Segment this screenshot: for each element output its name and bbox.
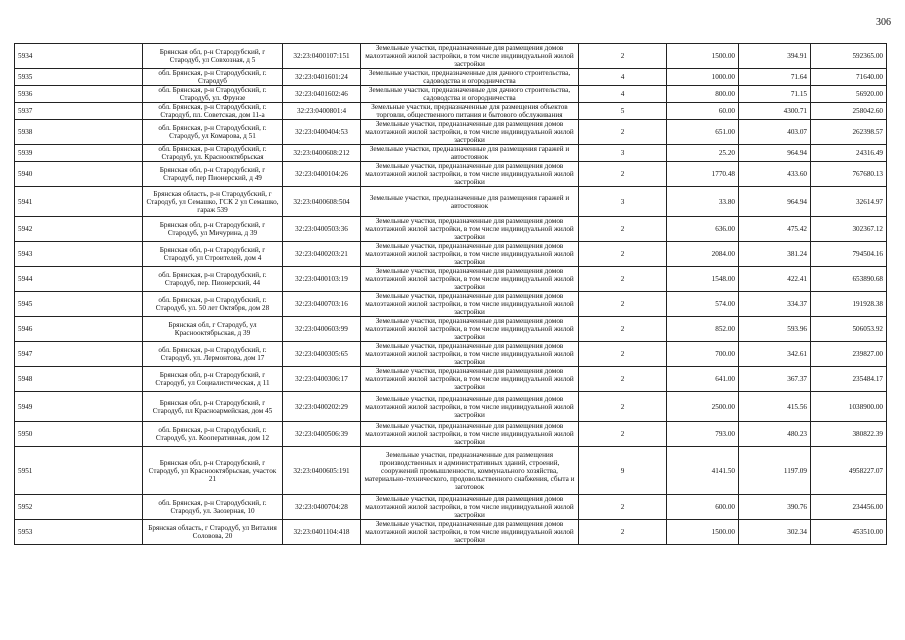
row-number: 5941: [15, 187, 143, 217]
land-use-cell: Земельные участки, предназначенные для размещения производственных и административных зданий, строений, сооружений промышленности, коммунального хозяйства, материально-технического, продовольственного снабжения, сбыта и заготовок: [361, 447, 579, 495]
cadastral-number-cell: 32:23:0400203:21: [283, 242, 361, 267]
cadastral-number-cell: 32:23:0400103:19: [283, 267, 361, 292]
table-row: [15, 187, 887, 217]
use-group-cell: 2: [579, 367, 667, 392]
row-number: 5936: [15, 86, 143, 103]
land-use-cell: Земельные участки, предназначенные для размещения домов малоэтажной жилой застройки, в том числе индивидуальной жилой застройки: [361, 367, 579, 392]
land-use-cell: Земельные участки, предназначенные для размещения домов малоэтажной жилой застройки, в том числе индивидуальной жилой застройки: [361, 292, 579, 317]
cadastral-value-cell: 262398.57: [811, 120, 887, 145]
address-cell: Брянская обл, р-н Стародубский, г Стародуб, ул Краснооктябрьская, участок 21: [143, 447, 283, 495]
area-cell: 4141.50: [667, 447, 739, 495]
area-cell: 1770.48: [667, 162, 739, 187]
land-use-cell: Земельные участки, предназначенные для размещения домов малоэтажной жилой застройки, в том числе индивидуальной жилой застройки: [361, 342, 579, 367]
area-cell: 574.00: [667, 292, 739, 317]
table-row: [15, 217, 887, 242]
address-cell: Брянская обл, р-н Стародубский, г Стародуб, пер Пионерский, д 49: [143, 162, 283, 187]
area-cell: 25.20: [667, 145, 739, 162]
address-cell: Брянская обл, р-н Стародубский, г Стародуб, ул Мичурина, д 39: [143, 217, 283, 242]
unit-value-cell: 593.96: [739, 317, 811, 342]
table-row: [15, 267, 887, 292]
table-row: [15, 103, 887, 120]
cadastral-value-cell: 1038900.00: [811, 392, 887, 422]
land-use-cell: Земельные участки, предназначенные для размещения домов малоэтажной жилой застройки, в том числе индивидуальной жилой застройки: [361, 120, 579, 145]
unit-value-cell: 433.60: [739, 162, 811, 187]
land-use-cell: Земельные участки, предназначенные для размещения домов малоэтажной жилой застройки, в том числе индивидуальной жилой застройки: [361, 520, 579, 545]
row-number: 5948: [15, 367, 143, 392]
address-cell: обл. Брянская, р-н Стародубский, г. Стародуб, ул. 50 лет Октября, дом 28: [143, 292, 283, 317]
land-use-cell: Земельные участки, предназначенные для размещения домов малоэтажной жилой застройки, в том числе индивидуальной жилой застройки: [361, 242, 579, 267]
address-cell: обл. Брянская, р-н Стародубский, г. Стародуб, ул. Кооперативная, дом 12: [143, 422, 283, 447]
row-number: 5953: [15, 520, 143, 545]
address-cell: обл. Брянская, р-н Стародубский, г. Стародуб, ул Комарова, д 51: [143, 120, 283, 145]
land-use-cell: Земельные участки, предназначенные для размещения домов малоэтажной жилой застройки, в том числе индивидуальной жилой застройки: [361, 44, 579, 69]
address-cell: обл. Брянская, р-н Стародубский, г. Стародуб, ул. Краснооктябрьская: [143, 145, 283, 162]
use-group-cell: 2: [579, 267, 667, 292]
use-group-cell: 2: [579, 292, 667, 317]
address-cell: обл. Брянская, р-н Стародубский, г. Стародуб, пл. Советская, дом 11-а: [143, 103, 283, 120]
cadastral-value-cell: 592365.00: [811, 44, 887, 69]
table-row: [15, 162, 887, 187]
use-group-cell: 2: [579, 162, 667, 187]
row-number: 5934: [15, 44, 143, 69]
cadastral-number-cell: 32:23:0400704:28: [283, 495, 361, 520]
land-use-cell: Земельные участки, предназначенные для размещения гаражей и автостоянок: [361, 187, 579, 217]
use-group-cell: 2: [579, 120, 667, 145]
use-group-cell: 2: [579, 495, 667, 520]
use-group-cell: 4: [579, 86, 667, 103]
land-use-cell: Земельные участки, предназначенные для размещения домов малоэтажной жилой застройки, в том числе индивидуальной жилой застройки: [361, 392, 579, 422]
unit-value-cell: 422.41: [739, 267, 811, 292]
use-group-cell: 2: [579, 44, 667, 69]
cadastral-number-cell: 32:23:0400506:39: [283, 422, 361, 447]
area-cell: 700.00: [667, 342, 739, 367]
cadastral-value-cell: 767680.13: [811, 162, 887, 187]
land-use-cell: Земельные участки, предназначенные для размещения домов малоэтажной жилой застройки, в том числе индивидуальной жилой застройки: [361, 422, 579, 447]
cadastral-number-cell: 32:23:0401104:418: [283, 520, 361, 545]
row-number: 5945: [15, 292, 143, 317]
row-number: 5944: [15, 267, 143, 292]
area-cell: 1548.00: [667, 267, 739, 292]
address-cell: Брянская обл, р-н Стародубский, г Стародуб, ул Социалистическая, д 11: [143, 367, 283, 392]
area-cell: 1500.00: [667, 520, 739, 545]
unit-value-cell: 342.61: [739, 342, 811, 367]
address-cell: Брянская обл, р-н Стародубский, г Стародуб, ул Совхозная, д 5: [143, 44, 283, 69]
page-number: 306: [876, 17, 891, 28]
cadastral-value-cell: 235484.17: [811, 367, 887, 392]
table-row: [15, 86, 887, 103]
unit-value-cell: 381.24: [739, 242, 811, 267]
use-group-cell: 2: [579, 520, 667, 545]
area-cell: 60.00: [667, 103, 739, 120]
address-cell: Брянская область, г Стародуб, ул Виталия Соловова, 20: [143, 520, 283, 545]
cadastral-number-cell: 32:23:0400404:53: [283, 120, 361, 145]
cadastral-number-cell: 32:23:0400801:4: [283, 103, 361, 120]
cadastral-number-cell: 32:23:0400605:191: [283, 447, 361, 495]
unit-value-cell: 71.15: [739, 86, 811, 103]
use-group-cell: 2: [579, 317, 667, 342]
unit-value-cell: 964.94: [739, 145, 811, 162]
row-number: 5951: [15, 447, 143, 495]
cadastral-value-cell: 71640.00: [811, 69, 887, 86]
table-row: [15, 342, 887, 367]
unit-value-cell: 415.56: [739, 392, 811, 422]
area-cell: 1000.00: [667, 69, 739, 86]
table-row: [15, 317, 887, 342]
address-cell: Брянская обл, р-н Стародубский, г Стародуб, пл Красноармейская, дом 45: [143, 392, 283, 422]
cadastral-number-cell: 32:23:0400608:212: [283, 145, 361, 162]
use-group-cell: 2: [579, 342, 667, 367]
cadastral-value-cell: 32614.97: [811, 187, 887, 217]
area-cell: 641.00: [667, 367, 739, 392]
land-use-cell: Земельные участки, предназначенные для размещения домов малоэтажной жилой застройки, в том числе индивидуальной жилой застройки: [361, 495, 579, 520]
cadastral-value-cell: 56920.00: [811, 86, 887, 103]
table-body: [15, 44, 887, 545]
unit-value-cell: 4300.71: [739, 103, 811, 120]
cadastral-registry-table: [14, 43, 887, 545]
table-row: [15, 120, 887, 145]
cadastral-value-cell: 4958227.07: [811, 447, 887, 495]
area-cell: 651.00: [667, 120, 739, 145]
cadastral-number-cell: 32:23:0400306:17: [283, 367, 361, 392]
land-use-cell: Земельные участки, предназначенные для размещения домов малоэтажной жилой застройки, в том числе индивидуальной жилой застройки: [361, 317, 579, 342]
unit-value-cell: 334.37: [739, 292, 811, 317]
land-use-cell: Земельные участки, предназначенные для размещения объектов торговли, общественного питания и бытового обслуживания: [361, 103, 579, 120]
unit-value-cell: 403.07: [739, 120, 811, 145]
address-cell: Брянская область, р-н Стародубский, г Стародуб, ул Семашко, ГСК 2 ул Семашко, гараж 539: [143, 187, 283, 217]
area-cell: 600.00: [667, 495, 739, 520]
row-number: 5935: [15, 69, 143, 86]
cadastral-number-cell: 32:23:0400503:36: [283, 217, 361, 242]
land-use-cell: Земельные участки, предназначенные для размещения гаражей и автостоянок: [361, 145, 579, 162]
unit-value-cell: 964.94: [739, 187, 811, 217]
area-cell: 800.00: [667, 86, 739, 103]
unit-value-cell: 475.42: [739, 217, 811, 242]
area-cell: 636.00: [667, 217, 739, 242]
unit-value-cell: 480.23: [739, 422, 811, 447]
table-row: [15, 392, 887, 422]
address-cell: обл. Брянская, р-н Стародубский, г. Стародуб, ул. Лермонтова, дом 17: [143, 342, 283, 367]
unit-value-cell: 1197.09: [739, 447, 811, 495]
use-group-cell: 2: [579, 242, 667, 267]
table-row: [15, 520, 887, 545]
cadastral-value-cell: 794504.16: [811, 242, 887, 267]
cadastral-number-cell: 32:23:0400608:504: [283, 187, 361, 217]
row-number: 5950: [15, 422, 143, 447]
cadastral-value-cell: 506053.92: [811, 317, 887, 342]
cadastral-value-cell: 191928.38: [811, 292, 887, 317]
area-cell: 33.80: [667, 187, 739, 217]
land-use-cell: Земельные участки, предназначенные для размещения домов малоэтажной жилой застройки, в том числе индивидуальной жилой застройки: [361, 267, 579, 292]
use-group-cell: 4: [579, 69, 667, 86]
area-cell: 2500.00: [667, 392, 739, 422]
area-cell: 852.00: [667, 317, 739, 342]
table-row: [15, 495, 887, 520]
address-cell: обл. Брянская, р-н Стародубский, г. Стародуб: [143, 69, 283, 86]
row-number: 5947: [15, 342, 143, 367]
area-cell: 2084.00: [667, 242, 739, 267]
cadastral-number-cell: 32:23:0400603:99: [283, 317, 361, 342]
table-row: [15, 242, 887, 267]
table-row: [15, 145, 887, 162]
table-row: [15, 69, 887, 86]
address-cell: Брянская обл, р-н Стародубский, г Стародуб, ул Строителей, дом 4: [143, 242, 283, 267]
unit-value-cell: 71.64: [739, 69, 811, 86]
land-use-cell: Земельные участки, предназначенные для дачного строительства, садоводства и огородничества: [361, 86, 579, 103]
table-row: [15, 367, 887, 392]
row-number: 5942: [15, 217, 143, 242]
row-number: 5940: [15, 162, 143, 187]
unit-value-cell: 390.76: [739, 495, 811, 520]
land-use-cell: Земельные участки, предназначенные для дачного строительства, садоводства и огородничества: [361, 69, 579, 86]
unit-value-cell: 302.34: [739, 520, 811, 545]
table-row: [15, 44, 887, 69]
cadastral-value-cell: 653890.68: [811, 267, 887, 292]
cadastral-value-cell: 239827.00: [811, 342, 887, 367]
row-number: 5939: [15, 145, 143, 162]
row-number: 5949: [15, 392, 143, 422]
land-use-cell: Земельные участки, предназначенные для размещения домов малоэтажной жилой застройки, в том числе индивидуальной жилой застройки: [361, 217, 579, 242]
cadastral-number-cell: 32:23:0400107:151: [283, 44, 361, 69]
cadastral-value-cell: 234456.00: [811, 495, 887, 520]
address-cell: обл. Брянская, р-н Стародубский, г. Стародуб, ул. Фрунзе: [143, 86, 283, 103]
use-group-cell: 2: [579, 392, 667, 422]
row-number: 5943: [15, 242, 143, 267]
address-cell: обл. Брянская, р-н Стародубский, г. Стародуб, пер. Пионерский, 44: [143, 267, 283, 292]
use-group-cell: 3: [579, 145, 667, 162]
use-group-cell: 5: [579, 103, 667, 120]
use-group-cell: 2: [579, 217, 667, 242]
use-group-cell: 9: [579, 447, 667, 495]
unit-value-cell: 367.37: [739, 367, 811, 392]
use-group-cell: 2: [579, 422, 667, 447]
row-number: 5938: [15, 120, 143, 145]
use-group-cell: 3: [579, 187, 667, 217]
cadastral-number-cell: 32:23:0400202:29: [283, 392, 361, 422]
cadastral-number-cell: 32:23:0401601:24: [283, 69, 361, 86]
land-use-cell: Земельные участки, предназначенные для размещения домов малоэтажной жилой застройки, в том числе индивидуальной жилой застройки: [361, 162, 579, 187]
cadastral-number-cell: 32:23:0400104:26: [283, 162, 361, 187]
area-cell: 1500.00: [667, 44, 739, 69]
cadastral-value-cell: 24316.49: [811, 145, 887, 162]
cadastral-value-cell: 453510.00: [811, 520, 887, 545]
address-cell: обл. Брянская, р-н Стародубский, г. Стародуб, ул. Заозерная, 10: [143, 495, 283, 520]
row-number: 5937: [15, 103, 143, 120]
unit-value-cell: 394.91: [739, 44, 811, 69]
cadastral-value-cell: 258042.60: [811, 103, 887, 120]
table-row: [15, 447, 887, 495]
cadastral-value-cell: 380822.39: [811, 422, 887, 447]
table-row: [15, 422, 887, 447]
cadastral-value-cell: 302367.12: [811, 217, 887, 242]
row-number: 5952: [15, 495, 143, 520]
cadastral-number-cell: 32:23:0400703:16: [283, 292, 361, 317]
row-number: 5946: [15, 317, 143, 342]
address-cell: Брянская обл, г Стародуб, ул Краснооктябрьская, д 39: [143, 317, 283, 342]
cadastral-number-cell: 32:23:0401602:46: [283, 86, 361, 103]
cadastral-number-cell: 32:23:0400305:65: [283, 342, 361, 367]
table-row: [15, 292, 887, 317]
area-cell: 793.00: [667, 422, 739, 447]
